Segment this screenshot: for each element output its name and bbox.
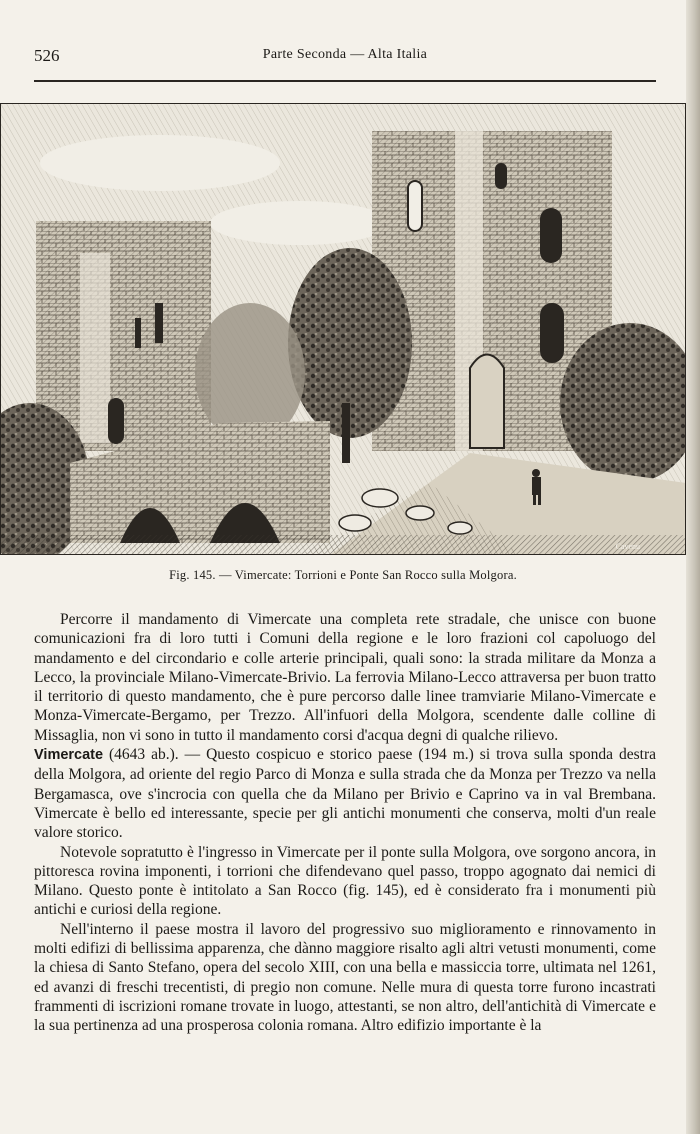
body-text — [34, 610, 656, 1036]
paragraph-text: (4643 ab.). — Questo cospicuo e storico paese (194 m.) si trova sulla sponda destra della Molgora, ad oriente del regio Parco di Monza e sulla strada che da Monza per Trezzo va nella Bergamasca, ove s'incrocia con quella che da Milano per Brivio e Caprino va in val Brembana. Vimercate è bello ed interessante, specie per gli antichi monumenti che conserva, molti d'un reale valore storico. — [34, 746, 656, 842]
paragraph: Nell'interno il paese mostra il lavoro del progressivo suo miglioramento e rinnovamento in molti edifizi di bellissima apparenza, che dànno maggiore risalto agli altri vetusti monumenti, come la chiesa di Santo Stefano, opera del secolo XIII, con una bella e massiccia torre, ultimata nel 1261, ed avanzi di freschi trecentisti, di pregio non comune. Nelle mura di questa torre furono incastrati frammenti di iscrizioni romane trovate in luogo, attestanti, se non altro, dell'antichità di Vimercate e la sua pertinenza ad una prosperosa colonia romana. Altro edifizio importante è la — [34, 920, 656, 1035]
figure-caption: Fig. 145. — Vimercate: Torrioni e Ponte San Rocco sulla Molgora. — [169, 568, 517, 582]
engraver-signature: Cavenu — [615, 542, 640, 551]
page-header — [34, 40, 656, 82]
page-edge-shadow — [686, 0, 700, 1134]
paragraph — [34, 745, 656, 842]
paragraph: Percorre il mandamento di Vimercate una completa rete stradale, che unisce con buone comunicazioni fra di loro tutti i Comuni della regione e le loro frazioni col capoluogo del mandamento e del circondario e colle arterie principali, quali sono: la strada militare da Monza a Lecco, la provinciale Milano-Vimercate-Brivio. La ferrovia Milano-Lecco attraversa per buon tratto il territorio di questo mandamento, che è pure percorso dalle linee tramviarie Milano-Vimercate e Monza-Vimercate-Bergamo, per Trezzo. All'infuori della Molgora, scendente dalle colline di Missaglia, non vi sono in tutto il mandamento corsi d'acqua degni di qualche rilievo. — [34, 611, 656, 744]
paragraph: Notevole sopratutto è l'ingresso in Vimercate per il ponte sulla Molgora, ove sorgono ancora, in pittoresca rovina imponenti, i torrioni che difendevano quel passo, troppo agognato dai nemici di Milano. Questo ponte è intitolato a San Rocco (fig. 145), ed è considerato fra i monumenti più antichi e curiosi della regione. — [34, 843, 656, 919]
engraving-illustration — [0, 103, 686, 555]
place-name: Vimercate — [34, 747, 104, 764]
running-head: Parte Seconda — Alta Italia — [262, 47, 428, 62]
page-number: 526 — [34, 46, 60, 65]
